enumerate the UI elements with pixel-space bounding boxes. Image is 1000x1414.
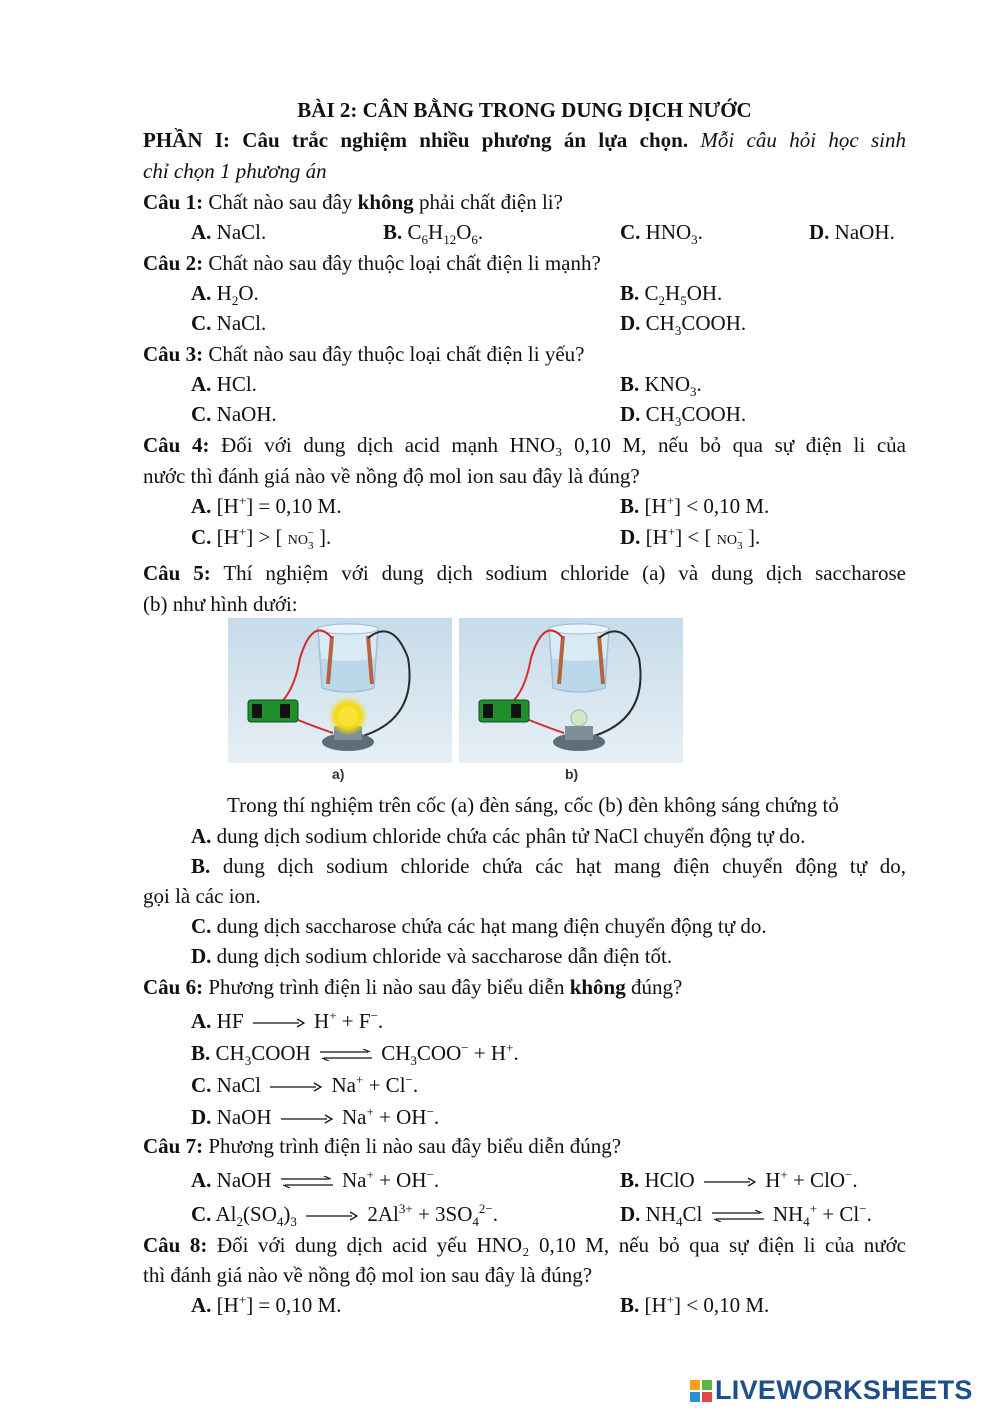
equilibrium-arrow-icon: [712, 1210, 764, 1222]
q8-option-a[interactable]: A. [H+] = 0,10 M.: [191, 1292, 342, 1317]
liveworksheets-logo: LIVEWORKSHEETS: [690, 1375, 973, 1406]
forward-arrow-icon: [306, 1211, 358, 1221]
q7-option-b[interactable]: B. HClO H+ + ClO−.: [620, 1167, 858, 1192]
q4-option-d[interactable]: D. [H+] < [ $NO_3^-$ ].: [620, 524, 761, 553]
q8-option-b[interactable]: B. [H+] < 0,10 M.: [620, 1292, 770, 1317]
experiment-figure-b: [459, 618, 683, 763]
forward-arrow-icon: [270, 1082, 322, 1092]
question-1: Câu 1: Chất nào sau đây không phải chất điện li?: [143, 190, 563, 214]
q5-option-b[interactable]: B. dung dịch sodium chloride chứa các hạt mang điện chuyển động tự do,: [191, 854, 906, 878]
q2-option-d[interactable]: D. $CH_3COOH$.: [620, 311, 747, 339]
q6-option-a[interactable]: A. HF H+ + F−.: [191, 1008, 384, 1033]
q5-option-c[interactable]: C. dung dịch saccharose chứa các hạt mang điện chuyển động tự do.: [191, 914, 767, 938]
q2-option-c[interactable]: C. NaCl.: [191, 311, 267, 335]
question-2: Câu 2: Chất nào sau đây thuộc loại chất điện li mạnh?: [143, 251, 601, 275]
q6-option-c[interactable]: C. NaCl Na+ + Cl−.: [191, 1072, 419, 1097]
q3-option-c[interactable]: C. NaOH.: [191, 402, 277, 426]
q3-option-d[interactable]: D. $CH_3COOH$.: [620, 402, 747, 430]
q5-option-d[interactable]: D. dung dịch sodium chloride và saccharose dẫn điện tốt.: [191, 944, 673, 968]
question-4-line2: nước thì đánh giá nào về nồng độ mol ion sau đây là đúng?: [143, 464, 640, 488]
q3-option-a[interactable]: A. HCl.: [191, 372, 257, 396]
question-5-line2: (b) như hình dưới:: [143, 592, 298, 616]
question-5: Câu 5: Thí nghiệm với dung dịch sodium chloride (a) và dung dịch saccharose: [143, 561, 907, 585]
figure-b-label: b): [565, 766, 579, 782]
liveworksheets-mark-icon: [690, 1380, 712, 1402]
q1-option-a[interactable]: A. NaCl.: [191, 220, 267, 244]
question-7: Câu 7: Phương trình điện li nào sau đây biểu diễn đúng?: [143, 1134, 622, 1158]
page-title: BÀI 2: CÂN BẰNG TRONG DUNG DỊCH NƯỚC: [297, 98, 752, 122]
forward-arrow-icon: [281, 1114, 333, 1124]
q7-option-d[interactable]: D. $NH_4Cl$ $NH_4^+ + Cl^-$.: [620, 1201, 872, 1230]
q2-option-b[interactable]: B. $C_2H_5OH$.: [620, 281, 723, 309]
question-8: Câu 8: Đối với dung dịch acid yếu HNO₂ 0,10 M, nếu bỏ qua sự điện li của nước: [143, 1233, 906, 1257]
q3-option-b[interactable]: B. $KNO_3$.: [620, 372, 702, 400]
q4-option-b[interactable]: B. [H+] < 0,10 M.: [620, 493, 770, 518]
q1-option-c[interactable]: C. $HNO_3$.: [620, 220, 703, 248]
q4-option-a[interactable]: A. [H+] = 0,10 M.: [191, 493, 342, 518]
q6-option-d[interactable]: D. NaOH Na+ + OH−.: [191, 1104, 440, 1129]
figure-a-label: a): [332, 766, 345, 782]
q7-option-a[interactable]: A. NaOH Na+ + OH−.: [191, 1167, 440, 1192]
question-4: Câu 4: Đối với dung dịch acid mạnh HNO₃ 0,10 M, nếu bỏ qua sự điện li của: [143, 433, 907, 457]
q4-option-c[interactable]: C. [H+] > [ $NO_3^-$ ].: [191, 524, 332, 553]
q2-option-a[interactable]: A. $H_2O$.: [191, 281, 259, 309]
equilibrium-arrow-icon: [320, 1049, 372, 1061]
question-3: Câu 3: Chất nào sau đây thuộc loại chất điện li yếu?: [143, 342, 585, 366]
part-heading: PHẦN I: Câu trắc nghiệm nhiều phương án lựa chọn. Mỗi câu hỏi học sinh: [143, 128, 907, 152]
part-instruction: chỉ chọn 1 phương án: [143, 159, 327, 183]
q7-option-c[interactable]: C. $Al_2(SO_4)_3$ $2Al^{3+} + 3SO_4^{2-}$.: [191, 1201, 498, 1230]
forward-arrow-icon: [704, 1177, 756, 1187]
question-8-line2: thì đánh giá nào về nồng độ mol ion sau đây là đúng?: [143, 1263, 593, 1287]
question-6: Câu 6: Phương trình điện li nào sau đây biểu diễn không đúng?: [143, 975, 683, 999]
q1-option-b[interactable]: B. $C_6H_{12}O_6$.: [383, 220, 484, 248]
question-5-stem: Trong thí nghiệm trên cốc (a) đèn sáng, cốc (b) đèn không sáng chứng tỏ: [227, 793, 839, 817]
q5-option-b-line2: gọi là các ion.: [143, 884, 261, 908]
q5-option-a[interactable]: A. dung dịch sodium chloride chứa các phân tử NaCl chuyển động tự do.: [191, 824, 806, 848]
q6-option-b[interactable]: B. $CH_3COOH$ $CH_3COO^- + H^+$.: [191, 1040, 519, 1069]
equilibrium-arrow-icon: [281, 1176, 333, 1188]
forward-arrow-icon: [253, 1018, 305, 1028]
q1-option-d[interactable]: D. NaOH.: [809, 220, 895, 244]
experiment-figure-a: [228, 618, 452, 763]
